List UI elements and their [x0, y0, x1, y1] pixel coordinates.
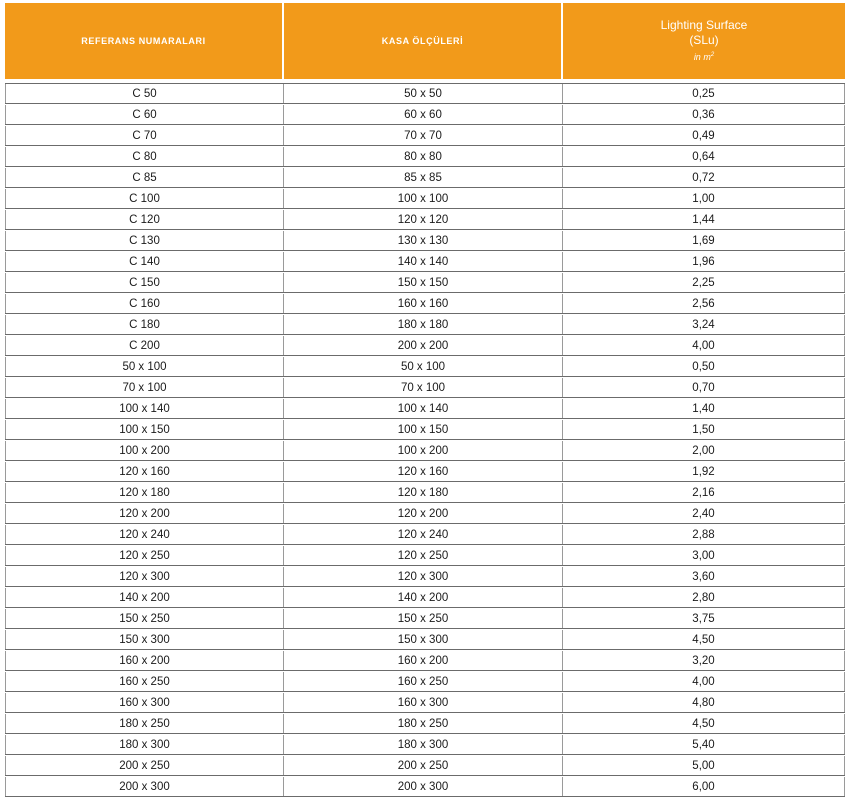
lighting-surface-cell: 3,75 [563, 609, 845, 628]
frame-size-cell: 130 x 130 [284, 231, 563, 250]
table-row [5, 756, 845, 776]
table-row [5, 630, 845, 650]
frame-size-cell: 150 x 300 [284, 630, 563, 649]
header-reference-numbers-label: REFERANS NUMARALARI [81, 36, 206, 46]
frame-size-cell: 100 x 100 [284, 189, 563, 208]
lighting-surface-cell: 5,40 [563, 735, 845, 754]
table-row [5, 357, 845, 377]
header-frame-dimensions-label: KASA ÖLÇÜLERİ [381, 36, 464, 46]
header-reference-numbers [5, 3, 284, 79]
table-row [5, 525, 845, 545]
reference-cell: 100 x 200 [5, 441, 284, 460]
reference-cell: 70 x 100 [5, 378, 284, 397]
reference-cell: 50 x 100 [5, 357, 284, 376]
table-row [5, 378, 845, 398]
unit-superscript: 2 [710, 51, 715, 58]
frame-size-cell: 120 x 160 [284, 462, 563, 481]
lighting-surface-cell: 1,92 [563, 462, 845, 481]
frame-size-cell: 160 x 250 [284, 672, 563, 691]
frame-size-cell: 160 x 200 [284, 651, 563, 670]
lighting-surface-cell: 0,49 [563, 126, 845, 145]
table-row [5, 483, 845, 503]
lighting-surface-cell: 6,00 [563, 777, 845, 796]
table-row [5, 651, 845, 671]
unit-text: in m [693, 51, 711, 62]
reference-cell: 120 x 200 [5, 504, 284, 523]
table-row [5, 777, 845, 797]
reference-cell: 200 x 250 [5, 756, 284, 775]
frame-size-cell: 100 x 200 [284, 441, 563, 460]
table-body [5, 83, 845, 797]
reference-cell: 120 x 160 [5, 462, 284, 481]
lighting-surface-cell: 2,80 [563, 588, 845, 607]
reference-cell: C 140 [5, 252, 284, 271]
reference-cell: C 150 [5, 273, 284, 292]
frame-size-cell: 120 x 200 [284, 504, 563, 523]
frame-size-cell: 150 x 250 [284, 609, 563, 628]
reference-cell: 120 x 240 [5, 525, 284, 544]
frame-size-cell: 180 x 250 [284, 714, 563, 733]
frame-size-cell: 50 x 100 [284, 357, 563, 376]
header-lighting-surface [563, 3, 845, 79]
table-row [5, 252, 845, 272]
table-row [5, 420, 845, 440]
lighting-surface-cell: 1,00 [563, 189, 845, 208]
reference-cell: 150 x 300 [5, 630, 284, 649]
frame-size-cell: 120 x 180 [284, 483, 563, 502]
lighting-surface-cell: 3,00 [563, 546, 845, 565]
reference-cell: 120 x 250 [5, 546, 284, 565]
table-row [5, 126, 845, 146]
lighting-surface-cell: 2,00 [563, 441, 845, 460]
table-row [5, 294, 845, 314]
lighting-surface-cell: 3,60 [563, 567, 845, 586]
lighting-surface-cell: 2,88 [563, 525, 845, 544]
reference-cell: 100 x 150 [5, 420, 284, 439]
reference-cell: C 50 [5, 84, 284, 103]
reference-cell: 120 x 300 [5, 567, 284, 586]
lighting-surface-cell: 1,44 [563, 210, 845, 229]
reference-cell: C 70 [5, 126, 284, 145]
frame-size-cell: 180 x 300 [284, 735, 563, 754]
reference-cell: 160 x 200 [5, 651, 284, 670]
frame-size-cell: 120 x 250 [284, 546, 563, 565]
frame-size-cell: 120 x 300 [284, 567, 563, 586]
reference-cell: C 85 [5, 168, 284, 187]
reference-cell: 200 x 300 [5, 777, 284, 796]
reference-cell: C 80 [5, 147, 284, 166]
frame-size-cell: 120 x 240 [284, 525, 563, 544]
frame-size-cell: 60 x 60 [284, 105, 563, 124]
frame-size-cell: 50 x 50 [284, 84, 563, 103]
reference-cell: 100 x 140 [5, 399, 284, 418]
lighting-surface-cell: 1,69 [563, 231, 845, 250]
table-row [5, 609, 845, 629]
reference-cell: C 160 [5, 294, 284, 313]
frame-size-cell: 100 x 150 [284, 420, 563, 439]
frame-size-cell: 80 x 80 [284, 147, 563, 166]
lighting-surface-cell: 0,70 [563, 378, 845, 397]
frame-size-cell: 200 x 200 [284, 336, 563, 355]
header-lighting-surface-title: Lighting Surface [660, 17, 748, 32]
frame-size-cell: 200 x 300 [284, 777, 563, 796]
table-row [5, 105, 845, 125]
table-row [5, 546, 845, 566]
table-row [5, 189, 845, 209]
lighting-surface-cell: 5,00 [563, 756, 845, 775]
reference-cell: 150 x 250 [5, 609, 284, 628]
lighting-surface-cell: 4,00 [563, 672, 845, 691]
table-row [5, 504, 845, 524]
lighting-surface-cell: 4,50 [563, 714, 845, 733]
lighting-surface-cell: 0,72 [563, 168, 845, 187]
reference-cell: 120 x 180 [5, 483, 284, 502]
frame-size-cell: 100 x 140 [284, 399, 563, 418]
lighting-surface-cell: 2,56 [563, 294, 845, 313]
table-row [5, 168, 845, 188]
table-row [5, 462, 845, 482]
table-row [5, 441, 845, 461]
lighting-surface-cell: 1,96 [563, 252, 845, 271]
table-row [5, 147, 845, 167]
lighting-surface-cell: 4,00 [563, 336, 845, 355]
table-row [5, 588, 845, 608]
lighting-surface-cell: 2,16 [563, 483, 845, 502]
frame-size-cell: 160 x 160 [284, 294, 563, 313]
table-row [5, 273, 845, 293]
frame-size-cell: 200 x 250 [284, 756, 563, 775]
table-row [5, 210, 845, 230]
reference-cell: 140 x 200 [5, 588, 284, 607]
table-row [5, 315, 845, 335]
table-row [5, 84, 845, 104]
table-header [5, 3, 845, 79]
frame-size-cell: 70 x 100 [284, 378, 563, 397]
reference-cell: C 60 [5, 105, 284, 124]
frame-size-cell: 85 x 85 [284, 168, 563, 187]
table-row [5, 399, 845, 419]
header-lighting-surface-abbr: (SLu) [689, 32, 719, 47]
lighting-surface-cell: 3,20 [563, 651, 845, 670]
frame-size-cell: 160 x 300 [284, 693, 563, 712]
frame-size-cell: 140 x 200 [284, 588, 563, 607]
reference-cell: C 120 [5, 210, 284, 229]
header-frame-dimensions [284, 3, 563, 79]
table-row [5, 693, 845, 713]
header-lighting-surface-unit [694, 48, 714, 65]
table-row [5, 567, 845, 587]
dimensions-table [5, 3, 845, 798]
table-row [5, 231, 845, 251]
lighting-surface-cell: 2,25 [563, 273, 845, 292]
lighting-surface-cell: 3,24 [563, 315, 845, 334]
lighting-surface-cell: 4,50 [563, 630, 845, 649]
table-row [5, 714, 845, 734]
reference-cell: C 130 [5, 231, 284, 250]
lighting-surface-cell: 4,80 [563, 693, 845, 712]
table-row [5, 336, 845, 356]
reference-cell: C 200 [5, 336, 284, 355]
table-row [5, 735, 845, 755]
lighting-surface-cell: 0,64 [563, 147, 845, 166]
frame-size-cell: 120 x 120 [284, 210, 563, 229]
lighting-surface-cell: 1,40 [563, 399, 845, 418]
frame-size-cell: 140 x 140 [284, 252, 563, 271]
reference-cell: 160 x 250 [5, 672, 284, 691]
reference-cell: 180 x 250 [5, 714, 284, 733]
reference-cell: C 180 [5, 315, 284, 334]
reference-cell: 160 x 300 [5, 693, 284, 712]
lighting-surface-cell: 0,50 [563, 357, 845, 376]
reference-cell: C 100 [5, 189, 284, 208]
frame-size-cell: 180 x 180 [284, 315, 563, 334]
lighting-surface-cell: 1,50 [563, 420, 845, 439]
table-row [5, 672, 845, 692]
frame-size-cell: 150 x 150 [284, 273, 563, 292]
lighting-surface-cell: 0,36 [563, 105, 845, 124]
lighting-surface-cell: 2,40 [563, 504, 845, 523]
lighting-surface-cell: 0,25 [563, 84, 845, 103]
reference-cell: 180 x 300 [5, 735, 284, 754]
frame-size-cell: 70 x 70 [284, 126, 563, 145]
